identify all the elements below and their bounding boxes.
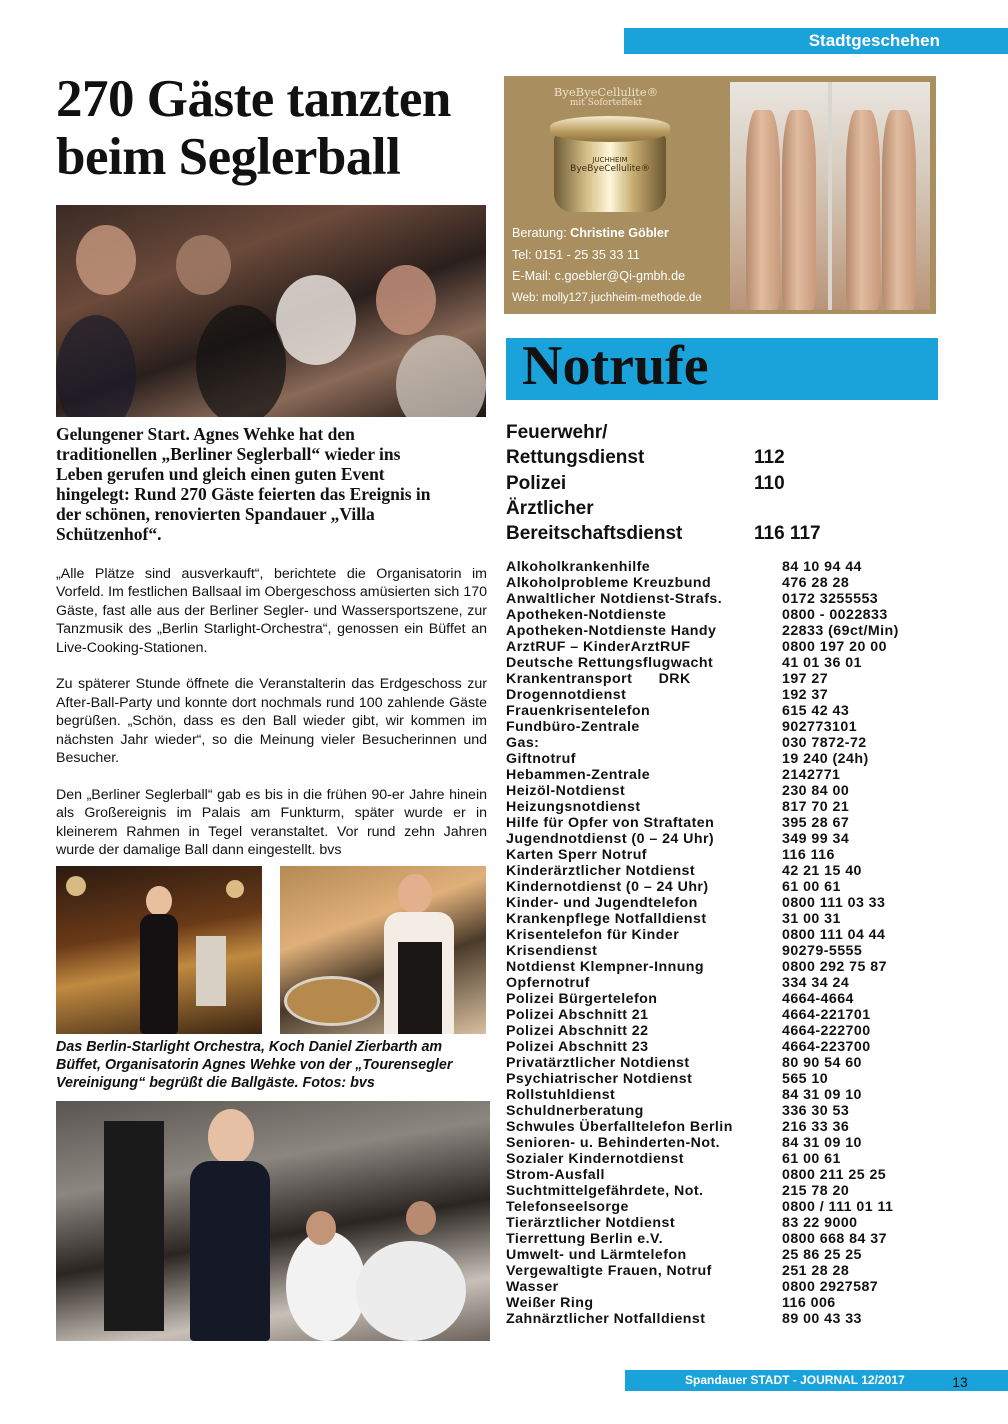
list-item-number: 0800 292 75 87 [782,959,887,975]
list-item [506,591,916,607]
ad-beratung-name: Christine Göbler [570,226,669,240]
list-item [506,671,916,687]
photo-chef [280,866,486,1034]
list-item-number: 817 70 21 [782,799,850,815]
list-item-number: 42 21 15 40 [782,863,862,879]
list-item-label: Heizöl-Notdienst [506,783,626,799]
list-item-number: 476 28 28 [782,575,850,591]
list-item-number: 2142771 [782,767,841,783]
list-item-number: 334 34 24 [782,975,850,991]
list-item-label: Umwelt- und Lärmtelefon [506,1247,687,1263]
list-item-number: 4664-221701 [782,1007,871,1023]
list-item-label: Kindernotdienst (0 – 24 Uhr) [506,879,709,895]
main-emergency-numbers [506,420,826,546]
list-item-label: Suchtmittelgefährdete, Not. [506,1183,704,1199]
list-item-label: Privatärztlicher Notdienst [506,1055,690,1071]
list-item-number: 0800 - 0022833 [782,607,888,623]
article-paragraph: Zu späterer Stunde öffnete die Veranstalterin das Erdgeschoss zur After-Ball-Party und konnte dort nochmals rund 100 zahlende Gäste begrüßen. „Schön, dass es den Ball wieder gibt, wir kommen im nächsten Jahr wieder“, so die Meinung vieler Besucherinnen und Besucher. [56,676,487,767]
list-item-number: 0800 111 03 33 [782,895,886,911]
list-item [506,879,916,895]
photo-orchestra [56,866,262,1034]
list-item [506,927,916,943]
list-item [506,831,916,847]
list-item-label: Drogennotdienst [506,687,627,703]
list-item [506,1183,916,1199]
list-item-label: Frauenkrisentelefon [506,703,651,719]
list-item-label: Jugendnotdienst (0 – 24 Uhr) [506,831,715,847]
article-lead: Gelungener Start. Agnes Wehke hat den traditionellen „Berliner Seglerball“ wieder ins Leben gerufen und gleich einen guten Event hingelegt: Rund 270 Gäste feierten das Ereignis in der schönen, renovierten Spandauer „Villa Schützenhof“. [56,424,431,544]
list-item-number: 83 22 9000 [782,1215,858,1231]
photo-caption: Das Berlin-Starlight Orchestra, Koch Daniel Zierbarth am Büffet, Organisatorin Agnes Wehke von der „Tourensegler Vereinigung“ begrüßt die Ballgäste. Fotos: bvs [56,1039,453,1091]
list-item-label: Tierärztlicher Notdienst [506,1215,676,1231]
list-item-label: Fundbüro-Zentrale [506,719,640,735]
article-paragraph: „Alle Plätze sind ausverkauft“, berichtete die Organisatorin im Vorfeld. Im festlichen Ballsaal im Obergeschoss amüsierten sich 170 Gäste, fast alle aus der Berliner Segler- und Wassersportszene, zur Tanzmusik des „Berlin Starlight-Orchestra“, genossen ein Büffet an Live-Cooking-Stationen. [56,566,487,656]
list-item [506,703,916,719]
cellulite-advertisement [504,76,936,314]
list-item-number: 565 10 [782,1071,829,1087]
emergency-number: 112 [754,447,785,469]
list-item [506,1055,916,1071]
list-item-number: 22833 (69ct/Min) [782,623,899,639]
list-item-number: 0800 2927587 [782,1279,879,1295]
list-item [506,847,916,863]
list-item-number: 25 86 25 25 [782,1247,862,1263]
ad-contact [512,223,732,309]
list-item-number: 0172 3255553 [782,591,879,607]
list-item [506,1215,916,1231]
section-header-bar [624,28,1008,54]
list-item-number: 4664-223700 [782,1039,871,1055]
list-item [506,943,916,959]
list-item-label: Opfernotruf [506,975,590,991]
emergency-number: 116 117 [754,523,821,545]
footer-publication: Spandauer STADT - JOURNAL 12/2017 [685,1373,905,1387]
list-item-number: 230 84 00 [782,783,850,799]
list-item-label: Krisendienst [506,943,598,959]
emergency-label: Ärztlicher [506,497,594,519]
list-item [506,607,916,623]
list-item-label: Strom-Ausfall [506,1167,605,1183]
list-item-label: Krisentelefon für Kinder [506,927,680,943]
list-item [506,575,916,591]
list-item [506,783,916,799]
list-item-label: Polizei Bürgertelefon [506,991,658,1007]
list-item-label: Alkoholkrankenhilfe [506,559,651,575]
list-item-number: 89 00 43 33 [782,1311,862,1327]
list-item [506,1023,916,1039]
list-item-number: 0800 668 84 37 [782,1231,887,1247]
list-item-number: 615 42 43 [782,703,850,719]
list-item [506,767,916,783]
list-item [506,911,916,927]
list-item-number: 31 00 31 [782,911,841,927]
list-item-label: Weißer Ring [506,1295,594,1311]
list-item-label: Vergewaltigte Frauen, Notruf [506,1263,712,1279]
list-item-label: Polizei Abschnitt 21 [506,1007,649,1023]
photo-speaker-hall [56,1101,490,1341]
list-item-label: Senioren- u. Behinderten-Not. [506,1135,721,1151]
before-after-photos [730,82,930,310]
list-item-number: 84 10 94 44 [782,559,862,575]
emergency-row [506,471,826,496]
list-item [506,1007,916,1023]
list-item-label: ArztRUF – KinderArztRUF [506,639,691,655]
list-item-number: 336 30 53 [782,1103,850,1119]
list-item-label: Telefonseelsorge [506,1199,629,1215]
list-item-label: Hebammen-Zentrale [506,767,651,783]
ad-email: E-Mail: c.goebler@Qi-gmbh.de [512,269,686,283]
ad-brand-sub: mit Soforteffekt [569,98,643,108]
list-item-number: 116 006 [782,1295,836,1311]
list-item-label: Schuldnerberatung [506,1103,644,1119]
emergency-number-list [506,559,916,1327]
list-item-number: 0800 111 04 44 [782,927,886,943]
list-item-number: 902773101 [782,719,858,735]
jar-top-text: JUCHHEIM [592,156,628,164]
list-item-number: 0800 211 25 25 [782,1167,887,1183]
list-item [506,559,916,575]
list-item-number: 4664-4664 [782,991,854,1007]
list-item-number: 61 00 61 [782,1151,841,1167]
list-item [506,815,916,831]
article-headline [56,70,496,186]
list-item-label: Apotheken-Notdienste Handy [506,623,717,639]
list-item-label: Anwaltlicher Notdienst-Strafs. [506,591,723,607]
list-item [506,1295,916,1311]
notrufe-header [506,335,938,400]
list-item-label: Rollstuhldienst [506,1087,616,1103]
list-item-number: 030 7872-72 [782,735,867,751]
list-item [506,1199,916,1215]
list-item [506,1263,916,1279]
list-item [506,1167,916,1183]
after-photo [832,82,930,310]
list-item-label: Deutsche Rettungsflugwacht [506,655,714,671]
list-item-label: Sozialer Kindernotdienst [506,1151,684,1167]
list-item [506,1039,916,1055]
list-item-number: 84 31 09 10 [782,1135,862,1151]
ad-brand-name: ByeByeCellulite® [553,85,659,99]
list-item [506,1135,916,1151]
list-item-label: Hilfe für Opfer von Straftaten [506,815,715,831]
list-item-number: 116 116 [782,847,835,863]
list-item-label: Apotheken-Notdienste [506,607,667,623]
list-item [506,975,916,991]
list-item [506,1279,916,1295]
list-item-label: Krankentransport DRK [506,671,691,687]
before-photo [730,82,828,310]
list-item-number: 90279-5555 [782,943,863,959]
list-item-label: Kinder- und Jugendtelefon [506,895,698,911]
list-item-number: 0800 197 20 00 [782,639,887,655]
list-item-label: Notdienst Klempner-Innung [506,959,705,975]
list-item-label: Karten Sperr Notruf [506,847,647,863]
list-item [506,1103,916,1119]
article-paragraph: Den „Berliner Seglerball“ gab es bis in die frühen 90-er Jahre hinein als Großereignis im Palais am Funkturm, später wurde er in kleinerem Rahmen in Tegel veranstaltet. Vor rund zehn Jahren wurde der damalige Ball dann eingestellt. bvs [56,786,487,859]
emergency-label: Bereitschaftsdienst [506,523,683,545]
ad-website: Web: molly127.juchheim-methode.de [512,291,702,304]
emergency-row [506,521,826,546]
page-number: 13 [952,1374,968,1390]
list-item [506,1119,916,1135]
notrufe-title: Notrufe [522,335,709,397]
emergency-row [506,420,826,445]
emergency-label: Polizei [506,472,567,494]
list-item-number: 0800 / 111 01 11 [782,1199,894,1215]
list-item [506,895,916,911]
list-item-number: 80 90 54 60 [782,1055,862,1071]
list-item-label: Krankenpflege Notfalldienst [506,911,707,927]
list-item [506,623,916,639]
list-item [506,1311,916,1327]
jar-label [550,156,670,174]
list-item-number: 216 33 36 [782,1119,850,1135]
headline-line-2: beim Seglerball [56,128,401,186]
list-item [506,687,916,703]
list-item-number: 251 28 28 [782,1263,850,1279]
list-item-label: Giftnotruf [506,751,576,767]
list-item-label: Gas: [506,735,540,751]
list-item [506,863,916,879]
list-item-number: 395 28 67 [782,815,850,831]
list-item [506,1151,916,1167]
list-item-number: 61 00 61 [782,879,841,895]
list-item-number: 349 99 34 [782,831,850,847]
emergency-row [506,496,826,521]
list-item-label: Schwules Überfalltelefon Berlin [506,1119,733,1135]
list-item-label: Zahnärztlicher Notfalldienst [506,1311,706,1327]
list-item [506,751,916,767]
list-item [506,655,916,671]
ad-brand [526,86,686,109]
list-item [506,991,916,1007]
list-item [506,639,916,655]
article-body [56,565,487,878]
list-item-number: 19 240 (24h) [782,751,869,767]
list-item-number: 4664-222700 [782,1023,871,1039]
list-item-label: Heizungsnotdienst [506,799,641,815]
list-item-label: Alkoholprobleme Kreuzbund [506,575,712,591]
jar-product-text: ByeByeCellulite® [570,164,650,174]
list-item-number: 215 78 20 [782,1183,850,1199]
photo-dancing-guests [56,205,486,417]
list-item-number: 197 27 [782,671,829,687]
list-item [506,959,916,975]
list-item [506,1231,916,1247]
emergency-number: 110 [754,472,785,494]
list-item-label: Kinderärztlicher Notdienst [506,863,696,879]
section-label: Stadtgeschehen [808,31,940,50]
emergency-label: Rettungsdienst [506,447,645,469]
list-item [506,719,916,735]
ad-phone: Tel: 0151 - 25 35 33 11 [512,247,640,262]
cream-jar-image [550,116,670,214]
list-item [506,1071,916,1087]
list-item-label: Wasser [506,1279,559,1295]
list-item [506,1247,916,1263]
list-item-number: 41 01 36 01 [782,655,862,671]
list-item [506,735,916,751]
list-item-number: 84 31 09 10 [782,1087,862,1103]
list-item [506,1087,916,1103]
list-item-label: Tierrettung Berlin e.V. [506,1231,663,1247]
list-item-number: 192 37 [782,687,829,703]
ad-beratung-label: Beratung: [512,226,567,240]
list-item [506,799,916,815]
list-item-label: Polizei Abschnitt 22 [506,1023,649,1039]
list-item-label: Psychiatrischer Notdienst [506,1071,693,1087]
headline-line-1: 270 Gäste tanzten [56,70,451,128]
emergency-row [506,445,826,470]
list-item-label: Polizei Abschnitt 23 [506,1039,649,1055]
emergency-label: Feuerwehr/ [506,422,608,443]
